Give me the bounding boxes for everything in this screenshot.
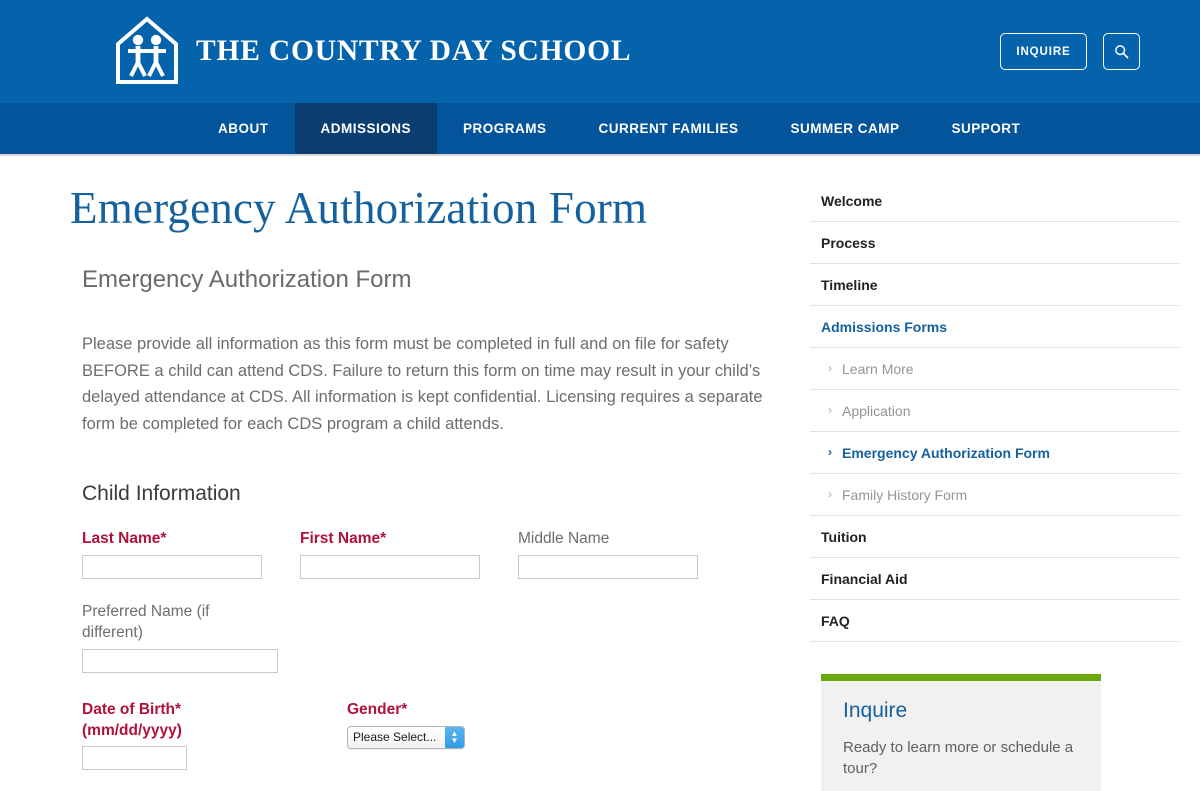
- sidebar-item-label: Welcome: [821, 193, 883, 209]
- section-title-child-information: Child Information: [82, 481, 241, 505]
- header-inner: [0, 0, 1200, 103]
- sidebar-nav-list: [810, 180, 1180, 642]
- sidebar-item-tuition[interactable]: [810, 516, 1180, 557]
- nav-item-current-families[interactable]: CURRENT FAMILIES: [598, 121, 739, 136]
- search-button[interactable]: [1103, 33, 1140, 70]
- nav-item-summer-camp[interactable]: SUMMER CAMP: [790, 121, 900, 136]
- gender-select[interactable]: [347, 726, 465, 749]
- sidebar-list-item: [810, 432, 1180, 474]
- sidebar-list-item: [810, 558, 1180, 600]
- sidebar-item-label: Emergency Authorization Form: [842, 445, 1050, 461]
- search-icon: [1114, 44, 1129, 59]
- sidebar-item-admissions-forms[interactable]: [810, 306, 1180, 347]
- preferred-name-row: [82, 601, 780, 673]
- sidebar-item-faq[interactable]: [810, 600, 1180, 641]
- sidebar-item-label: Application: [842, 403, 911, 419]
- sidebar-list-item: [810, 306, 1180, 348]
- sidebar-list-item: [810, 474, 1180, 516]
- date-of-birth-input[interactable]: [82, 746, 187, 770]
- sidebar: [810, 180, 1200, 791]
- chevron-right-icon: ›: [828, 403, 832, 417]
- nav-item-support[interactable]: SUPPORT: [951, 121, 1021, 136]
- header-actions: [1000, 33, 1140, 70]
- inquire-card: [821, 674, 1101, 791]
- page-body: [0, 156, 1200, 791]
- sidebar-item-label: Learn More: [842, 361, 914, 377]
- main-content: [0, 180, 810, 791]
- house-with-children-icon: [114, 16, 180, 86]
- sidebar-item-label: FAQ: [821, 613, 850, 629]
- sidebar-item-label: Financial Aid: [821, 571, 908, 587]
- field-gender: [347, 699, 465, 771]
- sidebar-item-label: Admissions Forms: [821, 319, 948, 335]
- inquire-card-title: Inquire: [843, 699, 908, 722]
- main-navigation: [0, 103, 1200, 156]
- field-middle-name: [518, 528, 698, 579]
- intro-paragraph: Please provide all information as this form must be completed in full and on file for safety BEFORE a child can attend CDS. Failure to return this form on time may result in your child’s delayed attendance at CDS. All information is kept confidential. Licensing requires a separate form be completed for each CDS program a child attends.: [82, 335, 763, 434]
- field-label-date-of-birth: Date of Birth* (mm/dd/yyyy): [82, 700, 182, 740]
- inquire-card-text: Ready to learn more or schedule a tour?: [843, 739, 1074, 778]
- field-date-of-birth: [82, 699, 347, 771]
- chevron-right-icon: ›: [828, 487, 832, 501]
- sidebar-list-item: [810, 516, 1180, 558]
- sidebar-item-financial-aid[interactable]: [810, 558, 1180, 599]
- sidebar-item-application[interactable]: [810, 390, 1180, 431]
- sidebar-item-label: Tuition: [821, 529, 867, 545]
- sidebar-list-item: [810, 264, 1180, 306]
- sidebar-item-label: Family History Form: [842, 487, 968, 503]
- nav-item-about[interactable]: ABOUT: [218, 121, 269, 136]
- middle-name-input[interactable]: [518, 555, 698, 579]
- sidebar-item-emergency-authorization-form[interactable]: [810, 432, 1180, 473]
- site-header: [0, 0, 1200, 103]
- sidebar-list-item: [810, 180, 1180, 222]
- sidebar-list-item: [810, 600, 1180, 642]
- dob-gender-row: [82, 699, 780, 771]
- sidebar-item-label: Timeline: [821, 277, 878, 293]
- field-label-gender: Gender*: [347, 700, 408, 718]
- inquire-button[interactable]: INQUIRE: [1000, 33, 1087, 70]
- chevron-updown-icon: ▲ ▼: [445, 727, 464, 748]
- field-first-name: [300, 528, 480, 579]
- brand-logo-block[interactable]: [114, 14, 631, 88]
- last-name-input[interactable]: [82, 555, 262, 579]
- brand-title: THE COUNTRY DAY SCHOOL: [196, 34, 632, 67]
- gender-select-value: Please Select...: [353, 730, 437, 745]
- sidebar-item-label: Process: [821, 235, 876, 251]
- sidebar-item-learn-more[interactable]: [810, 348, 1180, 389]
- sidebar-item-welcome[interactable]: [810, 180, 1180, 221]
- name-fields-row: [82, 528, 780, 579]
- chevron-right-icon: ›: [828, 445, 832, 459]
- sidebar-list-item: [810, 348, 1180, 390]
- first-name-input[interactable]: [300, 555, 480, 579]
- field-last-name: [82, 528, 262, 579]
- field-label-first-name: First Name*: [300, 529, 387, 547]
- field-label-middle-name: Middle Name: [518, 529, 610, 547]
- preferred-name-input[interactable]: [82, 649, 278, 673]
- sidebar-item-family-history-form[interactable]: [810, 474, 1180, 515]
- sidebar-list-item: [810, 222, 1180, 264]
- sidebar-list-item: [810, 390, 1180, 432]
- page-subtitle: Emergency Authorization Form: [82, 266, 412, 294]
- page-title: Emergency Authorization Form: [70, 183, 648, 233]
- nav-item-programs[interactable]: PROGRAMS: [463, 121, 547, 136]
- field-label-last-name: Last Name*: [82, 529, 167, 547]
- chevron-right-icon: ›: [828, 361, 832, 375]
- field-preferred-name: [82, 601, 278, 673]
- sidebar-item-timeline[interactable]: [810, 264, 1180, 305]
- sidebar-item-process[interactable]: [810, 222, 1180, 263]
- field-label-preferred-name: Preferred Name (if different): [82, 602, 210, 642]
- nav-item-admissions[interactable]: ADMISSIONS: [295, 103, 438, 154]
